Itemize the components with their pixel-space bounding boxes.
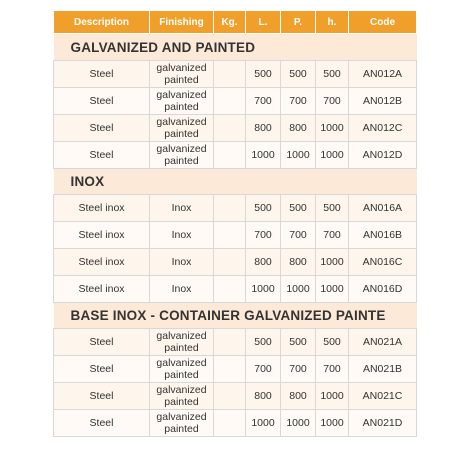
cell-depth: 500	[281, 61, 316, 88]
table-row	[54, 222, 417, 249]
section-title: INOX	[54, 169, 417, 195]
cell-depth: 700	[281, 356, 316, 383]
cell-weight	[214, 195, 246, 222]
cell-depth: 800	[281, 115, 316, 142]
cell-weight	[214, 61, 246, 88]
cell-finishing: galvanized painted	[150, 383, 214, 410]
section-title: BASE INOX - CONTAINER GALVANIZED PAINTE	[54, 303, 417, 329]
cell-height: 1000	[316, 142, 349, 169]
cell-finishing: galvanized painted	[150, 115, 214, 142]
cell-length: 700	[246, 88, 281, 115]
cell-description: Steel inox	[54, 276, 150, 303]
cell-length: 800	[246, 249, 281, 276]
cell-finishing: galvanized painted	[150, 356, 214, 383]
cell-finishing: Inox	[150, 195, 214, 222]
cell-length: 500	[246, 195, 281, 222]
cell-length: 700	[246, 222, 281, 249]
cell-height: 1000	[316, 383, 349, 410]
cell-height: 700	[316, 88, 349, 115]
cell-finishing: Inox	[150, 222, 214, 249]
section-row	[54, 303, 417, 329]
table-row	[54, 410, 417, 437]
cell-height: 1000	[316, 115, 349, 142]
cell-code: AN021A	[349, 329, 417, 356]
section-row	[54, 34, 417, 61]
cell-depth: 700	[281, 222, 316, 249]
header-description: Description	[54, 11, 150, 34]
header-weight: Kg.	[214, 11, 246, 34]
cell-depth: 1000	[281, 410, 316, 437]
cell-length: 800	[246, 383, 281, 410]
table-header	[54, 11, 417, 34]
cell-finishing: Inox	[150, 276, 214, 303]
cell-weight	[214, 329, 246, 356]
cell-length: 1000	[246, 410, 281, 437]
cell-code: AN016B	[349, 222, 417, 249]
cell-depth: 800	[281, 249, 316, 276]
header-row	[54, 11, 417, 34]
cell-weight	[214, 88, 246, 115]
cell-code: AN012C	[349, 115, 417, 142]
cell-description: Steel	[54, 61, 150, 88]
cell-code: AN012D	[349, 142, 417, 169]
cell-description: Steel	[54, 88, 150, 115]
cell-height: 1000	[316, 410, 349, 437]
cell-weight	[214, 383, 246, 410]
cell-length: 1000	[246, 142, 281, 169]
cell-finishing: galvanized painted	[150, 329, 214, 356]
cell-code: AN016C	[349, 249, 417, 276]
header-finishing: Finishing	[150, 11, 214, 34]
table-row	[54, 88, 417, 115]
cell-length: 700	[246, 356, 281, 383]
cell-height: 500	[316, 195, 349, 222]
cell-height: 1000	[316, 249, 349, 276]
cell-code: AN021D	[349, 410, 417, 437]
header-depth: P.	[281, 11, 316, 34]
cell-height: 700	[316, 222, 349, 249]
cell-finishing: galvanized painted	[150, 142, 214, 169]
cell-weight	[214, 276, 246, 303]
cell-depth: 500	[281, 195, 316, 222]
cell-length: 500	[246, 61, 281, 88]
cell-weight	[214, 356, 246, 383]
cell-description: Steel	[54, 142, 150, 169]
table-row	[54, 195, 417, 222]
section-row	[54, 169, 417, 195]
cell-height: 500	[316, 61, 349, 88]
header-code: Code	[349, 11, 417, 34]
cell-length: 800	[246, 115, 281, 142]
table-row	[54, 115, 417, 142]
table-row	[54, 383, 417, 410]
cell-code: AN016D	[349, 276, 417, 303]
cell-finishing: Inox	[150, 249, 214, 276]
section-title: GALVANIZED AND PAINTED	[54, 34, 417, 61]
cell-code: AN021C	[349, 383, 417, 410]
cell-weight	[214, 410, 246, 437]
cell-weight	[214, 222, 246, 249]
cell-description: Steel	[54, 115, 150, 142]
cell-code: AN012A	[349, 61, 417, 88]
cell-finishing: galvanized painted	[150, 410, 214, 437]
cell-description: Steel inox	[54, 195, 150, 222]
cell-description: Steel inox	[54, 222, 150, 249]
cell-height: 1000	[316, 276, 349, 303]
table-row	[54, 356, 417, 383]
cell-height: 500	[316, 329, 349, 356]
cell-code: AN016A	[349, 195, 417, 222]
header-height: h.	[316, 11, 349, 34]
cell-description: Steel inox	[54, 249, 150, 276]
table-row	[54, 142, 417, 169]
table-row	[54, 329, 417, 356]
cell-depth: 700	[281, 88, 316, 115]
table-row	[54, 249, 417, 276]
cell-description: Steel	[54, 383, 150, 410]
cell-weight	[214, 142, 246, 169]
cell-depth: 800	[281, 383, 316, 410]
header-length: L.	[246, 11, 281, 34]
cell-weight	[214, 115, 246, 142]
cell-length: 500	[246, 329, 281, 356]
cell-code: AN012B	[349, 88, 417, 115]
product-table-container	[53, 10, 416, 437]
cell-finishing: galvanized painted	[150, 61, 214, 88]
cell-description: Steel	[54, 329, 150, 356]
cell-height: 700	[316, 356, 349, 383]
cell-depth: 1000	[281, 276, 316, 303]
cell-depth: 1000	[281, 142, 316, 169]
table-row	[54, 61, 417, 88]
table-body	[54, 34, 417, 437]
product-table	[53, 10, 417, 437]
cell-finishing: galvanized painted	[150, 88, 214, 115]
cell-description: Steel	[54, 410, 150, 437]
table-row	[54, 276, 417, 303]
cell-description: Steel	[54, 356, 150, 383]
cell-code: AN021B	[349, 356, 417, 383]
cell-depth: 500	[281, 329, 316, 356]
cell-length: 1000	[246, 276, 281, 303]
cell-weight	[214, 249, 246, 276]
